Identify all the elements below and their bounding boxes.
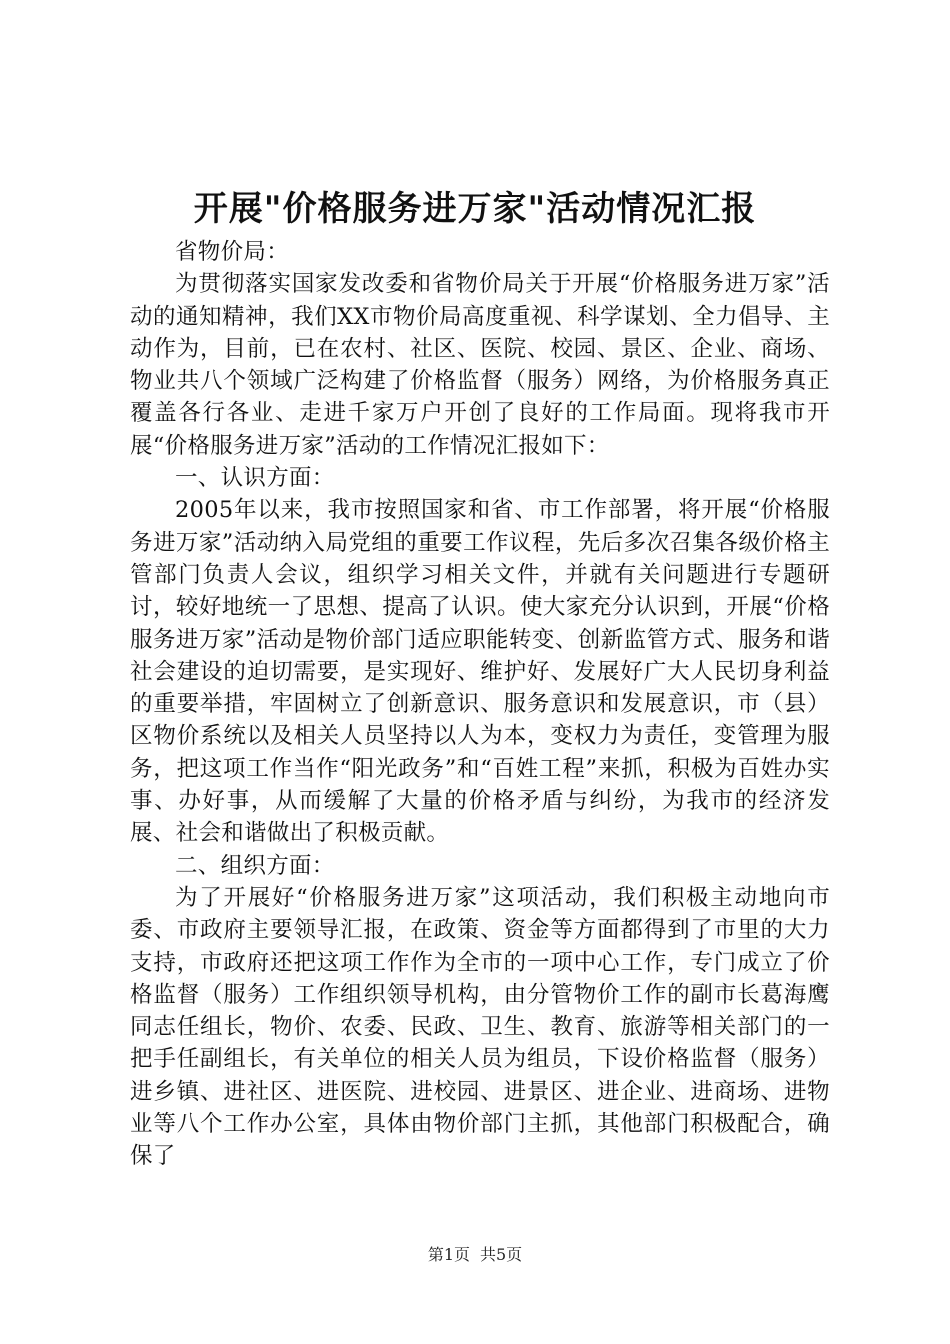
section-heading-awareness: 一、认识方面：	[175, 465, 335, 492]
document-body	[130, 236, 830, 1173]
section-heading-organization: 二、组织方面：	[175, 852, 335, 879]
paragraph-organization: 为了开展好“价格服务进万家”这项活动，我们积极主动地向市委、市政府主要领导汇报，在政策、资金等方面都得到了市里的大力支持，市政府还把这项工作作为全市的一项中心工作，专门成立了价格监督（服务）工作组织领导机构，由分管物价工作的副市长葛海鹰同志任组长，物价、农委、民政、卫生、教育、旅游等相关部门的一把手任副组长，有关单位的相关人员为组员，下设价格监督（服务）进乡镇、进社区、进医院、进校园、进景区、进企业、进商场、进物业等八个工作办公室，具体由物价部门主抓，其他部门积极配合，确保了	[130, 884, 830, 1170]
salutation: 省物价局：	[175, 239, 290, 265]
page-total: 共5页	[480, 1245, 523, 1264]
paragraph-awareness: 2005年以来，我市按照国家和省、市工作部署，将开展“价格服务进万家”活动纳入局党组的重要工作议程，先后多次召集各级价格主管部门负责人会议，组织学习相关文件，并就有关问题进行专题研讨，较好地统一了思想、提高了认识。使大家充分认识到，开展“价格服务进万家”活动是物价部门适应职能转变、创新监管方式、服务和谐社会建设的迫切需要，是实现好、维护好、发展好广大人民切身利益的重要举措，牢固树立了创新意识、服务意识和发展意识，市（县）区物价系统以及相关人员坚持以人为本，变权力为责任，变管理为服务，把这项工作当作“阳光政务”和“百姓工程”来抓，积极为百姓办实事、办好事，从而缓解了大量的价格矛盾与纠纷，为我市的经济发展、社会和谐做出了积极贡献。	[130, 497, 830, 847]
page-footer	[0, 1244, 950, 1266]
page-number: 第1页	[427, 1245, 470, 1264]
document-title: 开展"价格服务进万家"活动情况汇报	[193, 189, 757, 229]
paragraph-intro: 为贯彻落实国家发改委和省物价局关于开展“价格服务进万家”活动的通知精神，我们XX市物价局高度重视、科学谋划、全力倡导、主动作为，目前，已在农村、社区、医院、校园、景区、企业、商场、物业共八个领域广泛构建了价格监督（服务）网络，为价格服务真正覆盖各行各业、走进千家万户开创了良好的工作局面。现将我市开展“价格服务进万家”活动的工作情况汇报如下：	[130, 271, 830, 459]
